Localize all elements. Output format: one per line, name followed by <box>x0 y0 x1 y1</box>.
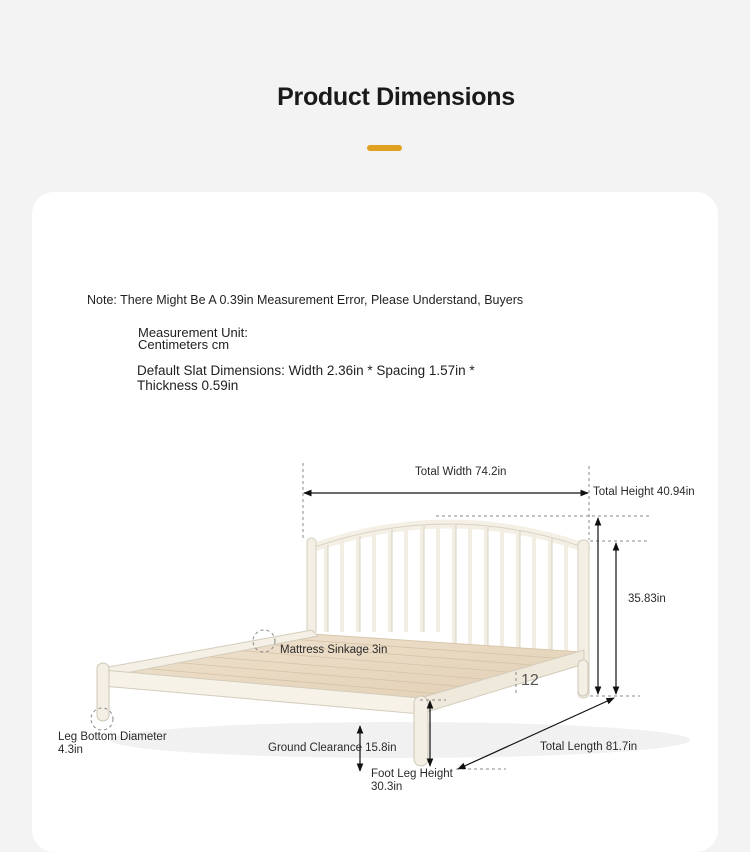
measurement-error-note: Note: There Might Be A 0.39in Measurement Error, Please Understand, Buyers <box>87 293 524 307</box>
foot-leg-height-title: Foot Leg Height <box>371 768 453 780</box>
total-length-label: Total Length 81.7in <box>540 741 638 753</box>
mattress-sinkage-label: Mattress Sinkage 3in <box>280 644 388 656</box>
slat-dimensions-line1: Default Slat Dimensions: Width 2.36in * Spacing 1.57in * <box>137 363 475 378</box>
side-rail-marker: 12 <box>521 672 539 689</box>
ground-clearance-label: Ground Clearance 15.8in <box>268 742 397 754</box>
headboard-height-label: 35.83in <box>628 593 666 605</box>
total-height-label: Total Height 40.94in <box>593 486 695 498</box>
total-width-label: Total Width 74.2in <box>415 466 507 478</box>
page-title: Product Dimensions <box>277 83 515 111</box>
measurement-unit-value: Centimeters cm <box>138 337 230 352</box>
leg-bottom-diameter-value: 4.3in <box>58 744 83 756</box>
foot-leg-height-value: 30.3in <box>371 781 403 793</box>
leg-bottom-diameter-title: Leg Bottom Diameter <box>58 731 167 743</box>
measurement-unit-label: Measurement Unit: <box>138 325 248 340</box>
leg-bottom-diameter-label <box>58 731 167 757</box>
foot-leg-height-label <box>371 768 453 794</box>
slat-dimensions-line2: Thickness 0.59in <box>137 378 239 393</box>
